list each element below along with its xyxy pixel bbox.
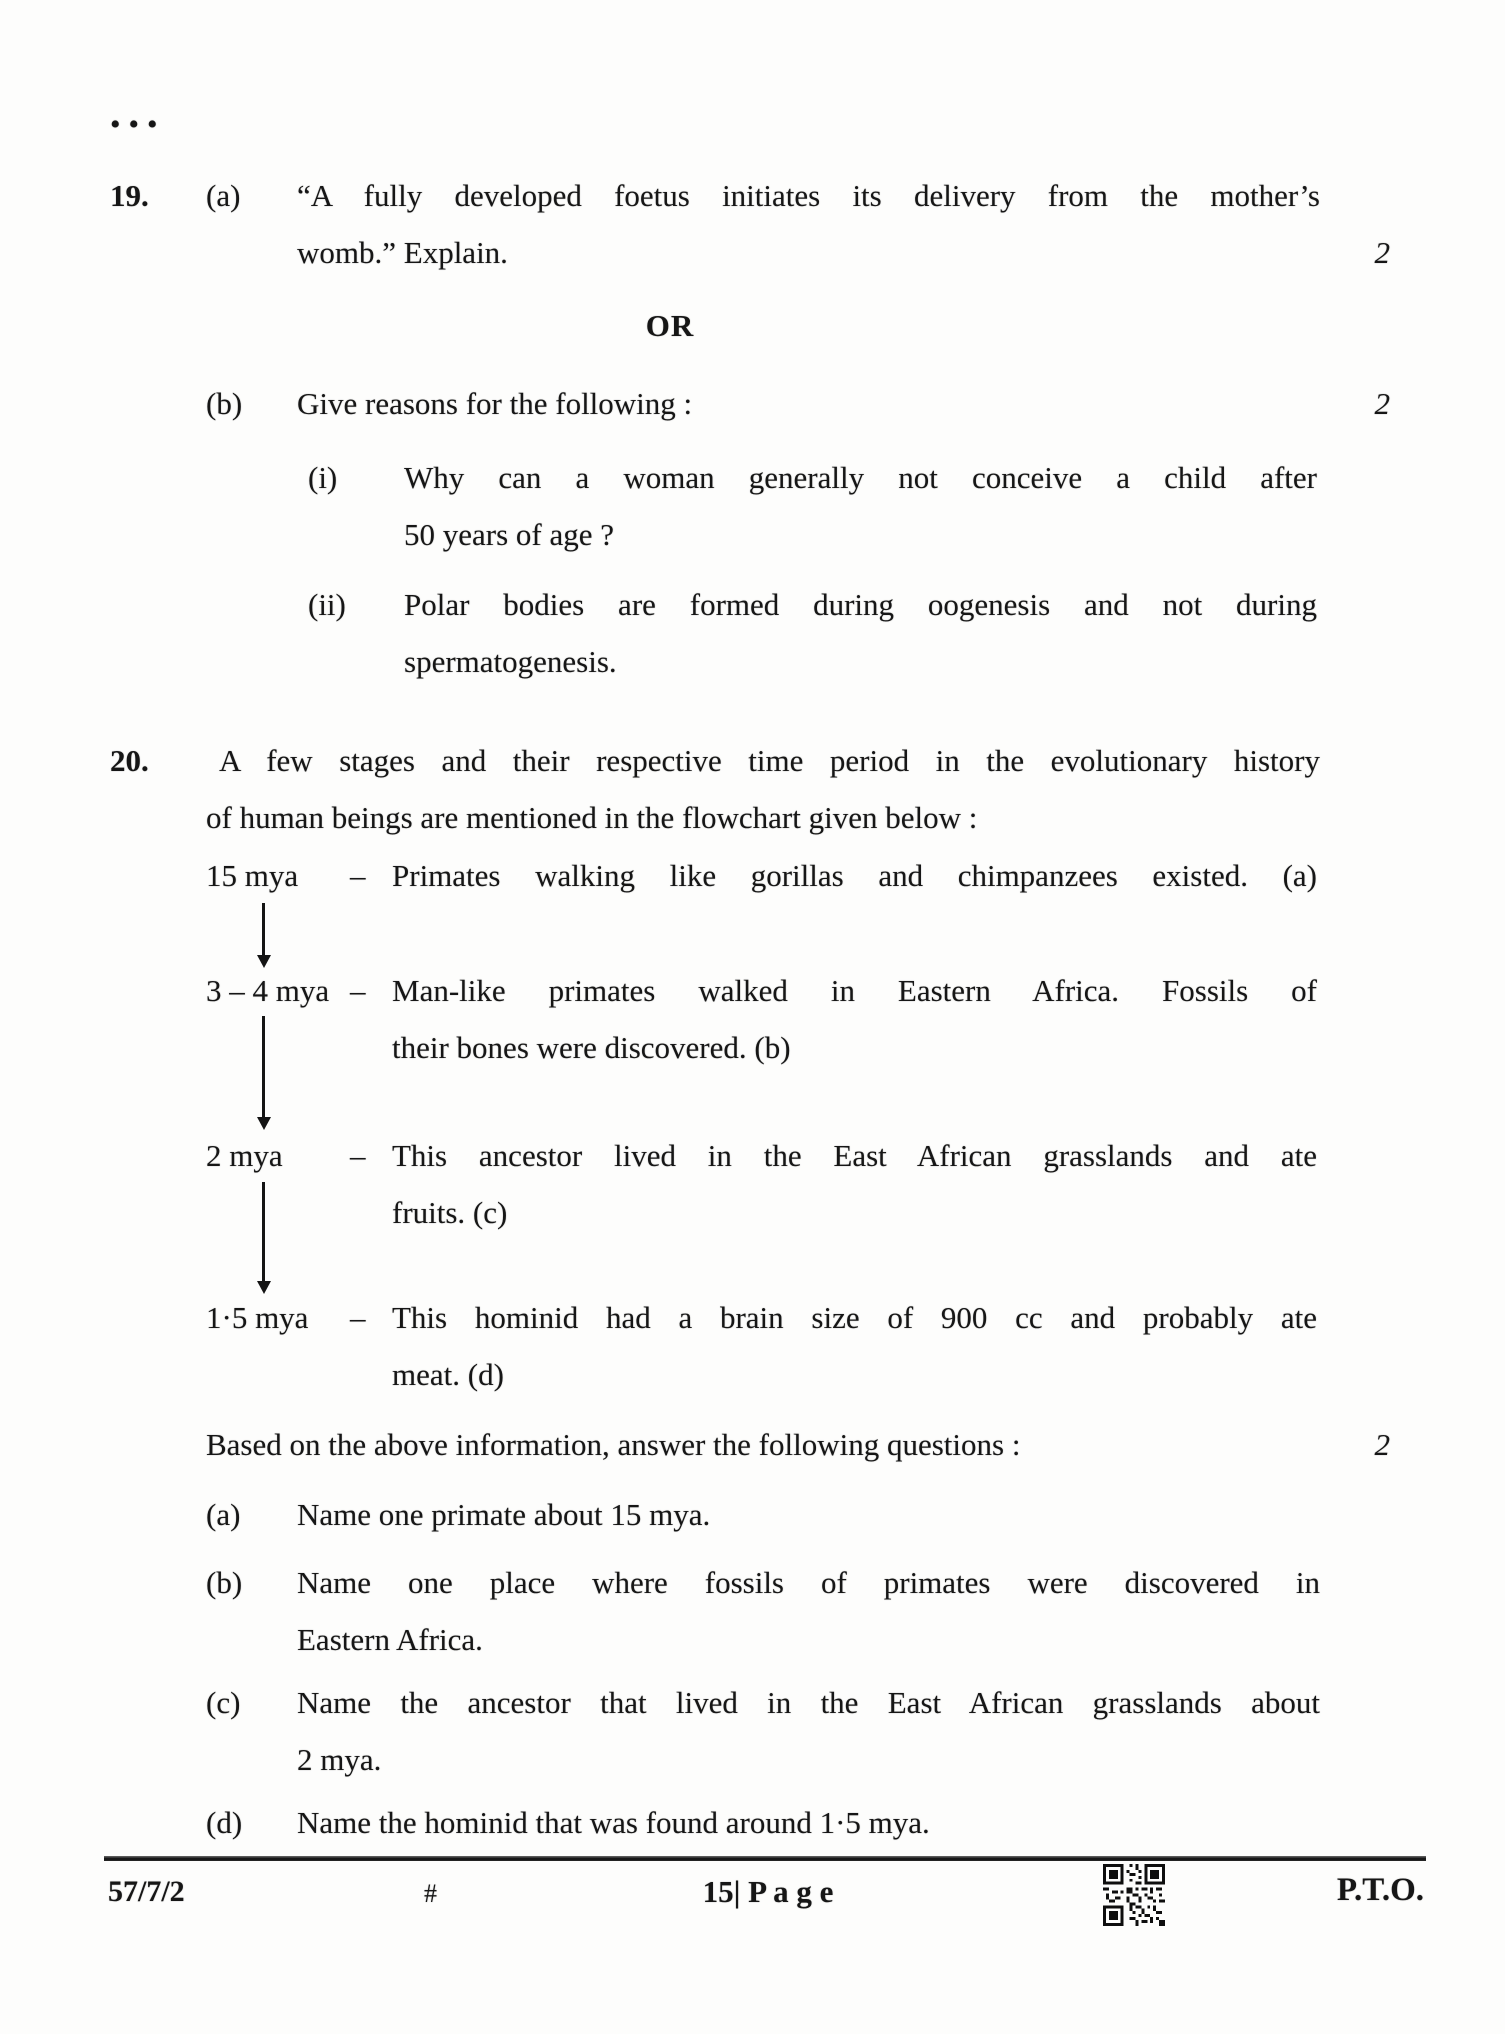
footer-divider <box>104 1856 1426 1861</box>
question-20-number: 20. <box>110 743 149 778</box>
flow-desc-1-line-1: Primates walking like gorillas and chimpanzees existed. (a) <box>392 858 1317 893</box>
q20-sub-d-label: (d) <box>206 1805 243 1840</box>
q20-sub-b-line-1: Name one place where fossils of primates were discovered in <box>297 1565 1320 1600</box>
q19b-item-ii-text <box>404 576 1317 690</box>
ellipsis-dots: ••• <box>110 108 166 141</box>
q20-sub-c-line-2: 2 mya. <box>297 1742 382 1777</box>
q19a-marks: 2 <box>1374 235 1390 270</box>
q19b-ii-line-2: spermatogenesis. <box>404 644 617 679</box>
flow-dash-2: – <box>350 973 366 1008</box>
flow-dash-4: – <box>350 1300 366 1335</box>
flow-time-2mya: 2 mya <box>206 1138 283 1173</box>
or-separator: OR <box>645 308 695 343</box>
flow-desc-3 <box>392 1127 1317 1241</box>
q19-part-b-label: (b) <box>206 386 243 421</box>
flow-dash-3: – <box>350 1138 366 1173</box>
q19b-ii-line-1: Polar bodies are formed during oogenesis and not during <box>404 587 1317 622</box>
flow-desc-3-line-2: fruits. (c) <box>392 1195 508 1230</box>
q20-based-text: Based on the above information, answer the following questions : <box>206 1427 1021 1462</box>
q20-sub-b-label: (b) <box>206 1565 243 1600</box>
footer-pto: P.T.O. <box>1336 1872 1424 1908</box>
q19-part-a-text <box>297 167 1320 281</box>
q20-intro-line-1: A few stages and their respective time period in the evolutionary history <box>219 743 1320 778</box>
flow-desc-1 <box>392 847 1317 904</box>
q20-sub-b-line-2: Eastern Africa. <box>297 1622 483 1657</box>
arrow-down-icon <box>262 1016 265 1118</box>
q19-part-a-label: (a) <box>206 178 241 213</box>
q19b-item-i-text <box>404 449 1317 563</box>
q20-sub-a-label: (a) <box>206 1497 241 1532</box>
q20-sub-c-text <box>297 1674 1320 1788</box>
q20-sub-a-line-1: Name one primate about 15 mya. <box>297 1497 711 1532</box>
q19a-line-1: “A fully developed foetus initiates its delivery from the mother’s <box>297 178 1320 213</box>
qr-code-icon <box>1103 1864 1165 1926</box>
q20-sub-c-label: (c) <box>206 1685 241 1720</box>
q19-part-b-text: Give reasons for the following : <box>297 386 693 421</box>
footer-paper-code: 57/7/2 <box>108 1875 185 1908</box>
flow-time-15mya: 15 mya <box>206 858 299 893</box>
flow-desc-2-line-1: Man-like primates walked in Eastern Africa. Fossils of <box>392 973 1317 1008</box>
flow-desc-4 <box>392 1289 1317 1403</box>
q20-sub-b-text <box>297 1554 1320 1668</box>
q20-sub-d-text <box>297 1794 1320 1851</box>
flow-desc-4-line-1: This hominid had a brain size of 900 cc and probably ate <box>392 1300 1317 1335</box>
footer-hash: # <box>424 1879 437 1908</box>
question-19-number: 19. <box>110 178 149 213</box>
q19b-item-i-label: (i) <box>308 460 338 495</box>
flow-desc-2-line-2: their bones were discovered. (b) <box>392 1030 791 1065</box>
arrow-down-icon <box>262 903 265 956</box>
q20-intro <box>206 732 1320 846</box>
q19b-marks: 2 <box>1374 386 1390 421</box>
flow-desc-3-line-1: This ancestor lived in the East African grasslands and ate <box>392 1138 1317 1173</box>
flow-time-1-5mya: 1·5 mya <box>206 1300 309 1335</box>
q20-sub-a-text <box>297 1486 1320 1543</box>
flow-dash-1: – <box>350 858 366 893</box>
q19a-line-2: womb.” Explain. <box>297 235 508 270</box>
q19b-i-line-2: 50 years of age ? <box>404 517 615 552</box>
flow-desc-2 <box>392 962 1317 1076</box>
q20-intro-line-2: of human beings are mentioned in the flowchart given below : <box>206 800 978 835</box>
arrow-down-icon <box>262 1182 265 1282</box>
q20-marks: 2 <box>1374 1427 1390 1462</box>
footer-page-label: 15| P a g e <box>702 1874 834 1909</box>
q20-sub-c-line-1: Name the ancestor that lived in the East African grasslands about <box>297 1685 1320 1720</box>
flow-desc-4-line-2: meat. (d) <box>392 1357 504 1392</box>
q19b-item-ii-label: (ii) <box>308 587 346 622</box>
flow-time-3-4mya: 3 – 4 mya <box>206 973 330 1008</box>
q19b-i-line-1: Why can a woman generally not conceive a child after <box>404 460 1317 495</box>
q20-sub-d-line-1: Name the hominid that was found around 1·5 mya. <box>297 1805 930 1840</box>
